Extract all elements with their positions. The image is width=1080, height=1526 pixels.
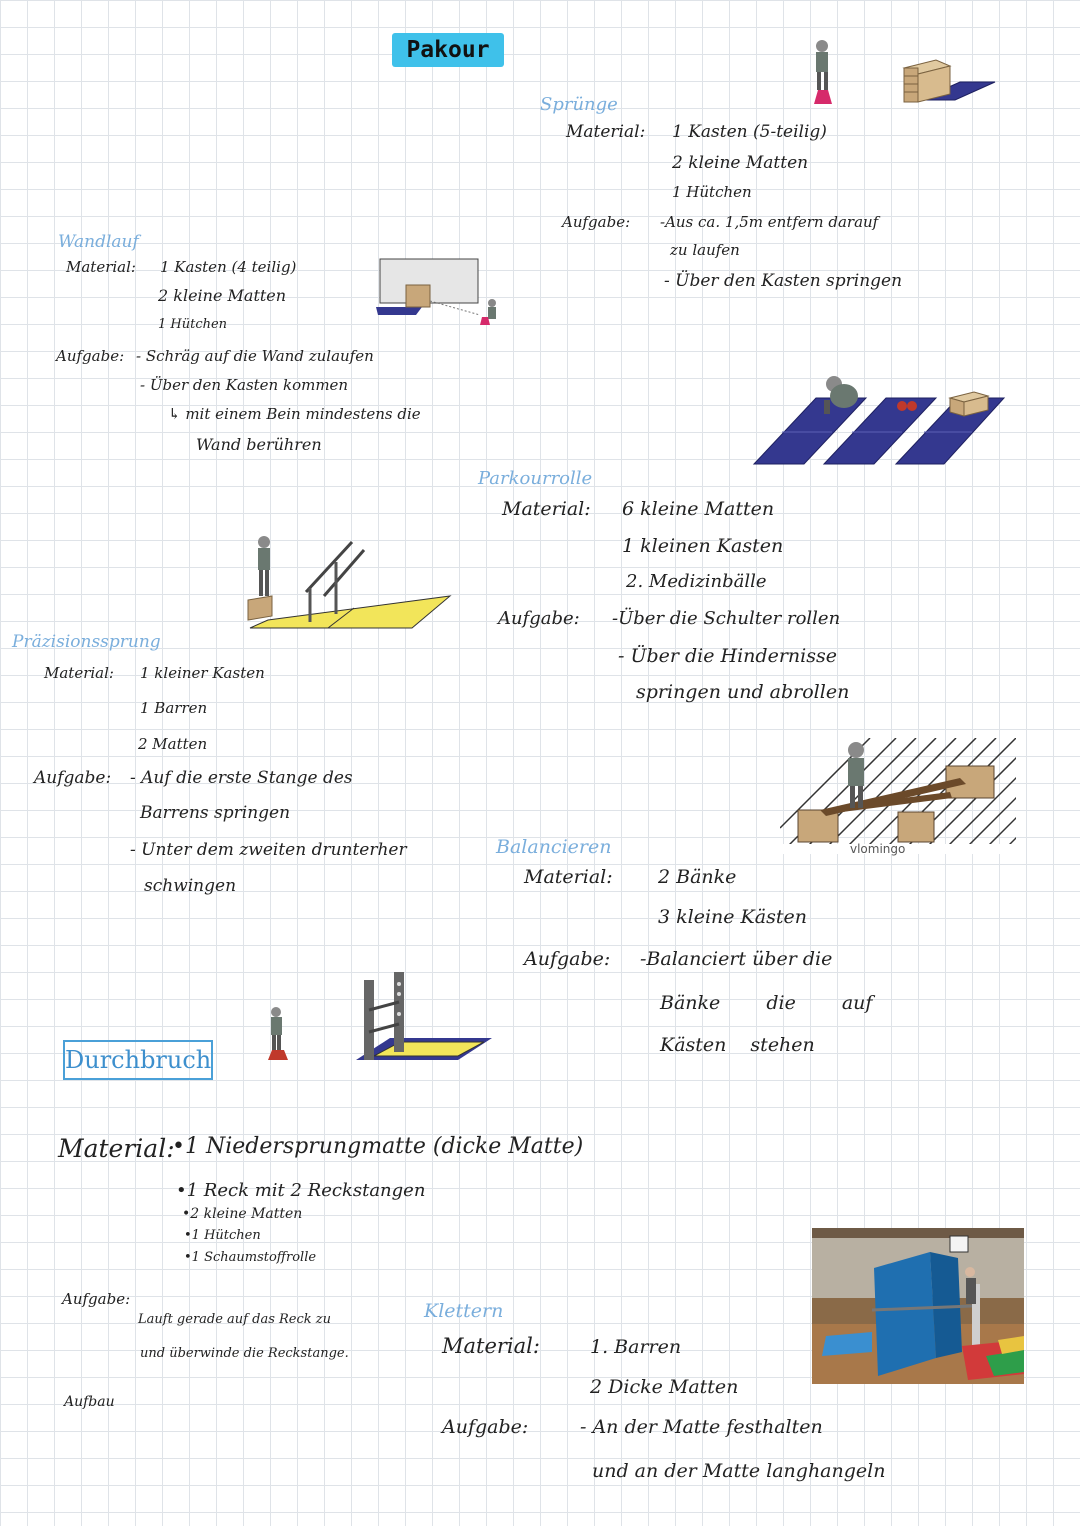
page-title: Pakour <box>392 33 504 67</box>
material-item: 2 Matten <box>138 735 208 753</box>
klettern-photo <box>812 1228 1024 1384</box>
task-item: Wand berühren <box>196 435 322 454</box>
parkourrolle-illustration <box>754 372 1006 468</box>
material-item: 1 kleinen Kasten <box>622 535 784 557</box>
section-heading: Wandlauf <box>58 232 139 252</box>
task-item: schwingen <box>144 876 237 896</box>
material-item: 2 kleine Matten <box>672 153 809 173</box>
wandlauf-illustration <box>376 257 506 332</box>
material-item: 2 kleine Matten <box>158 286 287 305</box>
material-label: Material: <box>44 664 114 682</box>
material-item: 2 Dicke Matten <box>590 1376 739 1398</box>
spruenge-illustration <box>800 38 1000 108</box>
task-item: - An der Matte festhalten <box>580 1416 823 1438</box>
aufgabe-label: Aufgabe: <box>442 1416 529 1438</box>
material-label: Material: <box>442 1334 540 1358</box>
material-item: 1 Hütchen <box>158 317 228 332</box>
material-item: •1 Schaumstoffrolle <box>184 1250 317 1265</box>
aufgabe-label: Aufgabe: <box>34 768 112 788</box>
material-item: 1. Barren <box>590 1336 682 1358</box>
durchbruch-illustration <box>262 970 496 1066</box>
material-label: Material: <box>66 258 136 276</box>
task-item: - Über die Hindernisse <box>618 645 837 667</box>
material-item: 1 Hütchen <box>672 183 752 201</box>
task-item: springen und abrollen <box>636 681 850 703</box>
task-item: -Über die Schulter rollen <box>612 608 841 629</box>
task-item: - Über den Kasten kommen <box>140 376 349 394</box>
task-item: - Schräg auf die Wand zulaufen <box>136 347 374 365</box>
task-item: -Aus ca. 1,5m entfern darauf <box>660 213 879 231</box>
material-item: •2 kleine Matten <box>182 1206 303 1222</box>
task-item: und an der Matte langhangeln <box>592 1460 886 1482</box>
task-item: Lauft gerade auf das Reck zu <box>138 1312 331 1327</box>
task-item: Barrens springen <box>140 803 291 823</box>
material-item: 2 Bänke <box>658 866 737 888</box>
watermark: vlomingo <box>850 842 906 856</box>
aufgabe-label: Aufgabe: <box>56 347 125 365</box>
task-item: - Über den Kasten springen <box>664 271 903 291</box>
material-item: 1 Kasten (5-teilig) <box>672 122 827 142</box>
material-item: 2. Medizinbälle <box>626 571 767 592</box>
material-item: 6 kleine Matten <box>622 498 775 520</box>
material-label: Material: <box>58 1134 175 1163</box>
aufbau-label: Aufbau <box>64 1394 115 1410</box>
task-item: und überwinde die Reckstange. <box>140 1346 349 1361</box>
section-heading: Balancieren <box>496 836 612 858</box>
section-heading: Sprünge <box>540 94 618 115</box>
task-item: Bänke die auf <box>660 992 873 1014</box>
material-item: •1 Reck mit 2 Reckstangen <box>176 1180 426 1201</box>
material-item: •1 Niedersprungmatte (dicke Matte) <box>172 1134 584 1159</box>
section-heading: Klettern <box>424 1300 504 1322</box>
praezisionssprung-illustration <box>244 532 454 632</box>
aufgabe-label: Aufgabe: <box>524 948 611 970</box>
material-label: Material: <box>524 866 613 888</box>
section-heading: Parkourrolle <box>478 468 593 489</box>
material-item: 1 kleiner Kasten <box>140 664 265 682</box>
section-heading-box: Durchbruch <box>63 1040 213 1080</box>
task-item: zu laufen <box>670 241 740 259</box>
aufgabe-label: Aufgabe: <box>62 1290 131 1308</box>
task-item: -Balanciert über die <box>640 948 833 970</box>
section-heading: Präzisionssprung <box>12 632 161 652</box>
material-item: •1 Hütchen <box>184 1228 261 1243</box>
task-item: Kästen stehen <box>660 1034 815 1056</box>
material-label: Material: <box>502 498 591 520</box>
task-item: - Unter dem zweiten drunterher <box>130 840 407 860</box>
material-item: 1 Kasten (4 teilig) <box>160 258 297 276</box>
material-item: 3 kleine Kästen <box>658 906 807 928</box>
aufgabe-label: Aufgabe: <box>498 608 580 629</box>
material-item: 1 Barren <box>140 699 208 717</box>
task-item: ↳ mit einem Bein mindestens die <box>168 405 421 423</box>
balancieren-illustration <box>780 738 1016 854</box>
task-item: - Auf die erste Stange des <box>130 768 353 788</box>
material-label: Material: <box>566 122 646 142</box>
aufgabe-label: Aufgabe: <box>562 213 631 231</box>
